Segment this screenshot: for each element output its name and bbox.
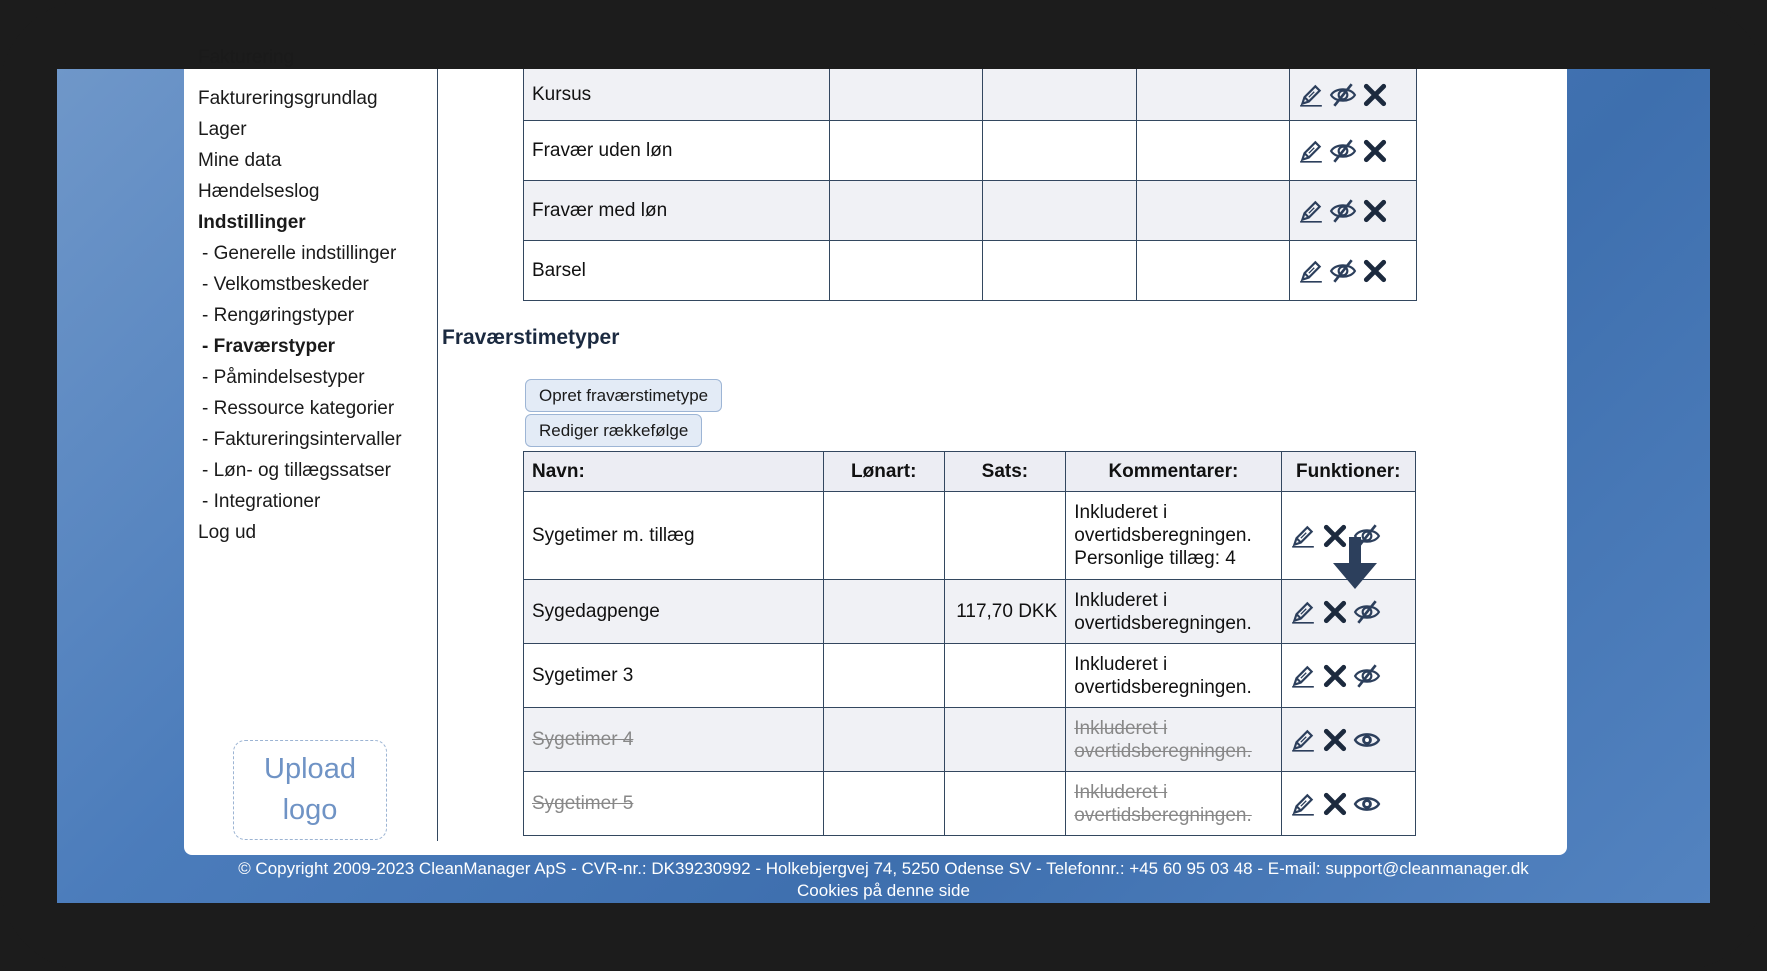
cell-wage-type [823, 644, 944, 708]
comment-line [1074, 676, 1272, 699]
cookies-link[interactable]: Cookies på denne side [797, 881, 970, 900]
cell-rate [944, 644, 1066, 708]
cell-empty [829, 69, 983, 121]
cell-wage-type [823, 580, 944, 644]
eye-icon[interactable] [1354, 791, 1380, 817]
table-row [524, 181, 1417, 241]
comment-text: overtidsberegningen. [1074, 525, 1252, 546]
eye-slash-icon[interactable] [1354, 599, 1380, 625]
cell-name [524, 492, 824, 580]
comment-text: Personlige tillæg: 4 [1074, 548, 1236, 569]
column-header-name[interactable]: Navn: [524, 452, 824, 492]
section-heading: Fraværstimetyper [442, 326, 620, 349]
sidebar-item-label: - Faktureringsintervaller [202, 429, 402, 450]
browser-viewport [57, 47, 1710, 903]
cell-name: Fravær med løn [524, 181, 830, 241]
row-name: Sygetimer 4 [532, 728, 634, 750]
sidebar-item-label: - Velkomstbeskeder [202, 274, 369, 295]
cell-functions [1281, 644, 1416, 708]
comment-line [1074, 547, 1272, 570]
sidebar-item[interactable] [198, 393, 402, 424]
cell-empty [1136, 181, 1290, 241]
comment-text: overtidsberegningen. [1074, 676, 1252, 698]
sidebar-item-label: - Integrationer [202, 491, 321, 512]
arrow-down-icon [1333, 537, 1377, 589]
eye-icon[interactable] [1354, 727, 1380, 753]
cell-empty [983, 181, 1137, 241]
sidebar-item[interactable] [198, 424, 402, 455]
sidebar-item-label: - Fraværstyper [202, 336, 336, 357]
sidebar-item-label: Indstillinger [198, 212, 306, 233]
row-name: Sygetimer 3 [532, 664, 634, 686]
table-row [524, 772, 1416, 836]
cell-functions [1290, 69, 1417, 121]
sidebar-item-label: Log ud [198, 522, 257, 543]
table-row [524, 241, 1417, 301]
cell-name: Fravær uden løn [524, 121, 830, 181]
sidebar-item-label: - Ressource kategorier [202, 398, 395, 419]
content-area [439, 69, 1567, 855]
pencil-icon[interactable] [1290, 663, 1316, 689]
comment-text: overtidsberegningen. [1074, 740, 1252, 762]
row-name: Sygetimer 5 [532, 792, 634, 814]
column-header-rate[interactable]: Sats: [944, 452, 1066, 492]
pencil-icon[interactable] [1298, 258, 1324, 284]
close-icon[interactable] [1322, 599, 1348, 625]
sidebar-item-label: Fakturering [198, 47, 295, 68]
cell-name: Barsel [524, 241, 830, 301]
eye-slash-icon[interactable] [1330, 258, 1356, 284]
comment-text: Inkluderet i [1074, 781, 1168, 803]
comment-line [1074, 524, 1272, 547]
sidebar-item[interactable] [198, 47, 402, 83]
table-row [524, 121, 1417, 181]
pencil-icon[interactable] [1290, 523, 1316, 549]
cell-comments [1066, 708, 1281, 772]
comment-text: Inkluderet i [1074, 653, 1168, 675]
sidebar-item-label: - Generelle indstillinger [202, 243, 397, 264]
eye-slash-icon[interactable] [1330, 138, 1356, 164]
pencil-icon[interactable] [1298, 138, 1324, 164]
footer [57, 858, 1710, 902]
cell-empty [829, 121, 983, 181]
close-icon[interactable] [1362, 258, 1388, 284]
sidebar-menu [198, 47, 402, 548]
edit-order-button[interactable]: Rediger rækkefølge [525, 414, 702, 447]
sidebar-item[interactable] [198, 145, 402, 176]
sidebar-item[interactable] [198, 114, 402, 145]
close-icon[interactable] [1322, 727, 1348, 753]
comment-line [1074, 612, 1272, 635]
cell-name [524, 708, 824, 772]
upload-logo-label-2: logo [282, 794, 338, 826]
sidebar-item-label: - Rengøringstyper [202, 305, 355, 326]
cell-functions [1290, 181, 1417, 241]
row-name: Sygedagpenge [532, 600, 660, 622]
eye-slash-icon[interactable] [1330, 198, 1356, 224]
sidebar-item-label: Mine data [198, 150, 282, 171]
table-row [524, 69, 1417, 121]
sidebar-item[interactable] [198, 238, 402, 269]
comment-line [1074, 804, 1272, 827]
comment-text: Inkluderet i [1074, 502, 1168, 523]
sidebar-item-label: - Påmindelsestyper [202, 367, 365, 388]
pencil-icon[interactable] [1298, 82, 1324, 108]
table-header-row [524, 452, 1416, 492]
cell-functions [1281, 772, 1416, 836]
pencil-icon[interactable] [1298, 198, 1324, 224]
cell-functions [1290, 241, 1417, 301]
cell-empty [983, 121, 1137, 181]
comment-text: Inkluderet i [1074, 589, 1168, 611]
cell-rate: 117,70 DKK [944, 580, 1066, 644]
cell-rate [944, 708, 1066, 772]
table-row [524, 644, 1416, 708]
absence-types-table [523, 69, 1417, 301]
cell-wage-type [823, 708, 944, 772]
comment-line [1074, 740, 1272, 763]
cell-rate [944, 772, 1066, 836]
comment-text: overtidsberegningen. [1074, 804, 1252, 826]
cell-functions [1281, 708, 1416, 772]
cell-rate [944, 492, 1066, 580]
sidebar-item[interactable] [198, 207, 402, 238]
create-absence-hour-type-button[interactable]: Opret fraværstimetype [525, 379, 722, 412]
cell-wage-type [823, 772, 944, 836]
absence-hour-types-table [523, 451, 1416, 836]
table-row [524, 580, 1416, 644]
row-name: Sygetimer m. tillæg [532, 524, 695, 546]
comment-line [1074, 653, 1272, 676]
cell-comments [1066, 772, 1281, 836]
cell-name [524, 580, 824, 644]
sidebar-item-label: Faktureringsgrundlag [198, 88, 378, 109]
cell-comments [1066, 580, 1281, 644]
cell-empty [983, 241, 1137, 301]
cell-empty [1136, 121, 1290, 181]
pencil-icon[interactable] [1290, 599, 1316, 625]
sidebar-item[interactable] [198, 517, 402, 548]
sidebar-item[interactable] [198, 331, 402, 362]
close-icon[interactable] [1322, 663, 1348, 689]
upload-logo-label-1: Upload [264, 753, 356, 785]
comment-line [1074, 501, 1272, 524]
cell-name [524, 644, 824, 708]
cell-empty [829, 241, 983, 301]
sidebar-item[interactable] [198, 300, 402, 331]
eye-slash-icon[interactable] [1330, 82, 1356, 108]
cell-empty [983, 69, 1137, 121]
table-row [524, 492, 1416, 580]
close-icon[interactable] [1362, 138, 1388, 164]
column-header-functions: Funktioner: [1281, 452, 1416, 492]
close-icon[interactable] [1362, 198, 1388, 224]
cell-name: Kursus [524, 69, 830, 121]
column-header-comments[interactable]: Kommentarer: [1066, 452, 1281, 492]
table-row [524, 708, 1416, 772]
cell-empty [1136, 69, 1290, 121]
cell-wage-type [823, 492, 944, 580]
comment-line [1074, 717, 1272, 740]
cell-name [524, 772, 824, 836]
sidebar-item-label: Lager [198, 119, 247, 140]
close-icon[interactable] [1362, 82, 1388, 108]
cell-comments [1066, 644, 1281, 708]
sidebar-item[interactable] [198, 176, 402, 207]
eye-slash-icon[interactable] [1354, 663, 1380, 689]
cell-functions [1290, 121, 1417, 181]
comment-line [1074, 589, 1272, 612]
main-panel [184, 47, 1567, 855]
sidebar-item-label: Hændelseslog [198, 181, 320, 202]
sidebar-item[interactable] [198, 486, 402, 517]
upload-logo-button[interactable] [233, 740, 387, 840]
column-header-wage-type[interactable]: Lønart: [823, 452, 944, 492]
pencil-icon[interactable] [1290, 727, 1316, 753]
cell-empty [1136, 241, 1290, 301]
comment-text: overtidsberegningen. [1074, 612, 1252, 634]
comment-text: Inkluderet i [1074, 717, 1168, 739]
sidebar-item-label: - Løn- og tillægssatser [202, 460, 392, 481]
sidebar [184, 47, 438, 841]
close-icon[interactable] [1322, 791, 1348, 817]
copyright-text: © Copyright 2009-2023 CleanManager ApS - CVR-nr.: DK39230992 - Holkebjergvej 74, 5250 Odense SV - Telefonnr.: +45 60 95 03 48 - E-mail: support@cleanmanager.dk [238, 859, 1529, 878]
sidebar-item[interactable] [198, 362, 402, 393]
sidebar-item[interactable] [198, 269, 402, 300]
cell-comments [1066, 492, 1281, 580]
sidebar-item[interactable] [198, 455, 402, 486]
pencil-icon[interactable] [1290, 791, 1316, 817]
cell-functions [1281, 580, 1416, 644]
cell-empty [829, 181, 983, 241]
sidebar-item[interactable] [198, 83, 402, 114]
comment-line [1074, 781, 1272, 804]
